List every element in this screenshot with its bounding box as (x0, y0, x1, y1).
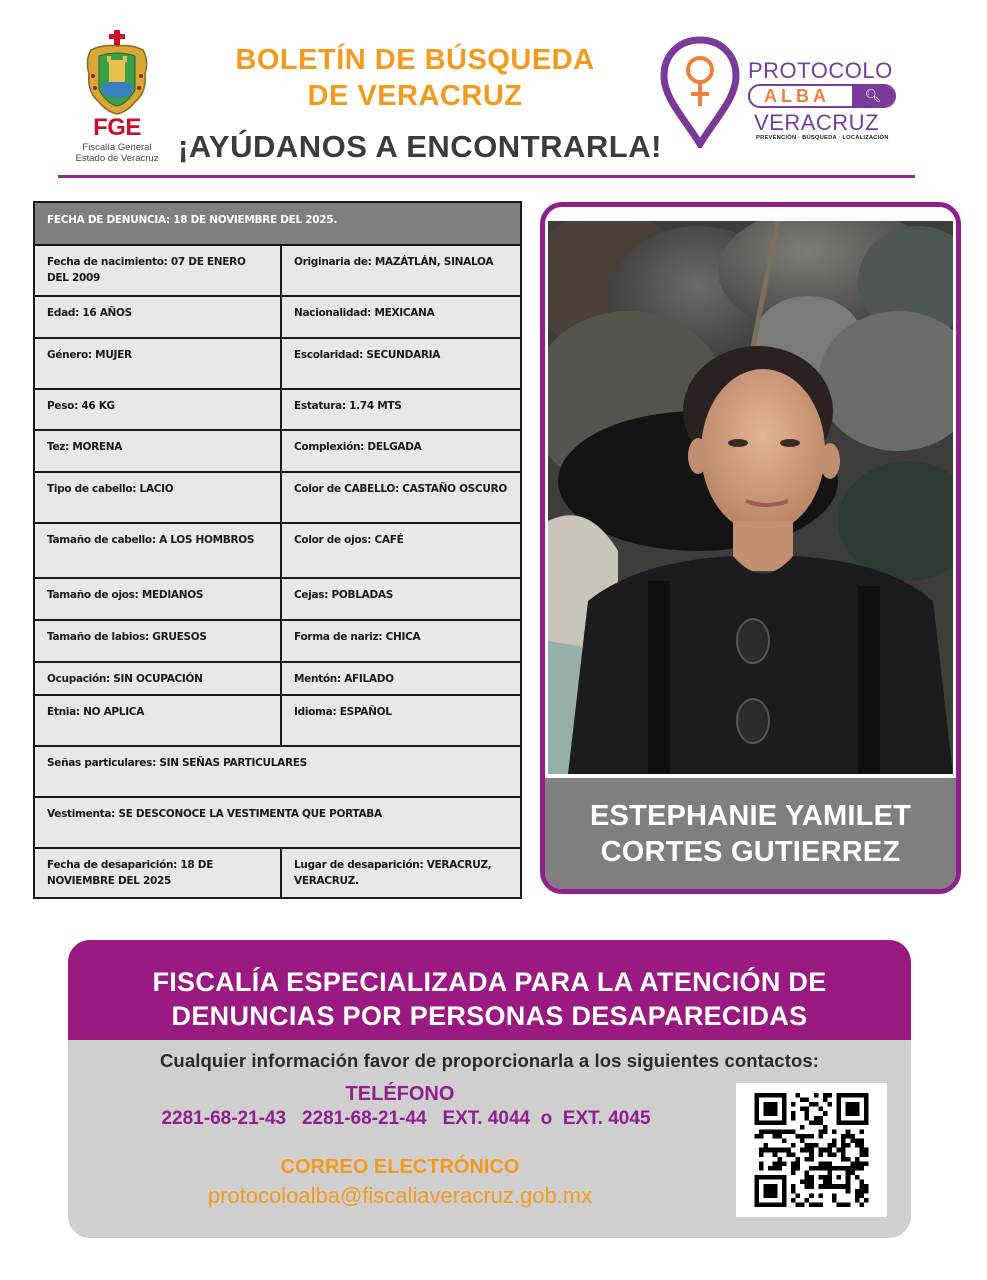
alba-protocolo-text: PROTOCOLO (748, 58, 893, 83)
fge-subtitle-line2: Estado de Veracruz (75, 153, 159, 164)
lip-size: Tamaño de labios: GRUESOS (35, 621, 282, 661)
schooling: Escolaridad: SECUNDARIA (294, 349, 441, 361)
missing-person-card (540, 202, 961, 894)
eye-size: Tamaño de ojos: MEDIANOS (35, 579, 282, 619)
table-row (35, 388, 520, 429)
table-row (35, 577, 520, 619)
hair-type: Tipo de cabello: LACIO (35, 473, 282, 522)
table-row (35, 661, 520, 694)
table-row (35, 619, 520, 661)
origin: Originaria de: MAZÁTLÁN, SINALOA (294, 256, 494, 268)
protocolo-alba-logo (660, 36, 910, 156)
unit-name-line2: DENUNCIAS POR PERSONAS DESAPARECIDAS (171, 1001, 808, 1031)
alba-motto: PREVENCIÓN · BÚSQUEDA · LOCALIZACIÓN (756, 135, 889, 141)
complexion-skin: Tez: MORENA (35, 431, 282, 471)
bulletin-title-line1: BOLETÍN DE BÚSQUEDA (235, 44, 595, 76)
table-row (35, 847, 520, 897)
qr-code[interactable] (736, 1083, 887, 1217)
person-details-table (33, 201, 522, 899)
alba-search-bar (748, 84, 896, 108)
language: Idioma: ESPAÑOL (294, 706, 392, 718)
table-row (35, 429, 520, 471)
magnifier-icon: 🔍︎ (852, 86, 894, 106)
email-label: CORREO ELECTRÓNICO (280, 1156, 520, 1178)
fge-subtitle-line1: Fiscalía General (82, 142, 152, 153)
table-row (35, 337, 520, 388)
gender: Género: MUJER (35, 339, 282, 388)
disappearance-date: Fecha de desaparición: 18 DE NOVIEMBRE DEL 2025 (35, 849, 282, 897)
person-name-line1: ESTEPHANIE YAMILET (589, 800, 912, 832)
table-row (35, 796, 520, 847)
age: Edad: 16 AÑOS (35, 297, 282, 337)
contact-box (68, 940, 911, 1238)
contact-intro: Cualquier información favor de proporcionarla a los siguientes contactos: (159, 1050, 820, 1071)
build: Complexión: DELGADA (294, 441, 422, 453)
report-date: FECHA DE DENUNCIA: 18 DE NOVIEMBRE DEL 2025. (47, 214, 338, 226)
table-row (35, 471, 520, 522)
qr-code-icon (751, 1093, 872, 1207)
birth-date: Fecha de nacimiento: 07 DE ENERO DEL 2009 (35, 246, 282, 295)
phone-label: TELÉFONO (345, 1083, 455, 1105)
fge-subtitle (62, 142, 172, 164)
clothing: Vestimenta: SE DESCONOCE LA VESTIMENTA QUE PORTABA (47, 808, 382, 820)
unit-name-line1: FISCALÍA ESPECIALIZADA PARA LA ATENCIÓN DE (152, 967, 827, 997)
table-row (35, 295, 520, 337)
occupation: Ocupación: SIN OCUPACIÓN (35, 663, 282, 694)
hair-length: Tamaño de cabello: A LOS HOMBROS (35, 524, 282, 577)
phone-numbers[interactable]: 2281-68-21-43 2281-68-21-44 EXT. 4044 o EXT. 4045 (161, 1108, 651, 1129)
bulletin-title-line2: DE VERACRUZ (307, 80, 523, 112)
table-row (35, 745, 520, 796)
eyebrows: Cejas: POBLADAS (294, 589, 393, 601)
fge-acronym: FGE (93, 114, 141, 141)
bulletin-tagline: ¡AYÚDANOS A ENCONTRARLA! (178, 129, 662, 164)
unit-banner (68, 940, 911, 1040)
eye-color: Color de ojos: CAFÉ (294, 534, 404, 546)
alba-veracruz-text: VERACRUZ (754, 110, 880, 135)
ethnicity: Etnia: NO APLICA (35, 696, 282, 745)
map-pin-female-icon (660, 36, 740, 148)
missing-person-photo (548, 221, 953, 774)
table-row (35, 694, 520, 745)
nationality: Nacionalidad: MEXICANA (294, 307, 435, 319)
table-row (35, 244, 520, 295)
portrait-photo-icon (548, 221, 953, 774)
chin: Mentón: AFILADO (294, 673, 394, 685)
alba-word: ALBA (764, 86, 830, 106)
disappearance-place: Lugar de desaparición: VERACRUZ, VERACRUZ. (294, 859, 492, 887)
veracruz-coat-of-arms-icon (85, 30, 149, 116)
table-row (35, 522, 520, 577)
height: Estatura: 1.74 MTS (294, 400, 402, 412)
header-divider (58, 175, 915, 178)
particular-signs: Señas particulares: SIN SEÑAS PARTICULARES (47, 757, 307, 769)
person-name-line2: CORTES GUTIERREZ (600, 836, 901, 868)
hair-color: Color de CABELLO: CASTAÑO OSCURO (294, 483, 508, 495)
nose-shape: Forma de nariz: CHICA (294, 631, 421, 643)
email-link[interactable]: protocoloalba@fiscaliaveracruz.gob.mx (207, 1183, 593, 1208)
name-panel (545, 778, 956, 894)
fge-logo (62, 30, 172, 165)
report-date-row (35, 203, 520, 244)
weight: Peso: 46 KG (35, 390, 282, 429)
